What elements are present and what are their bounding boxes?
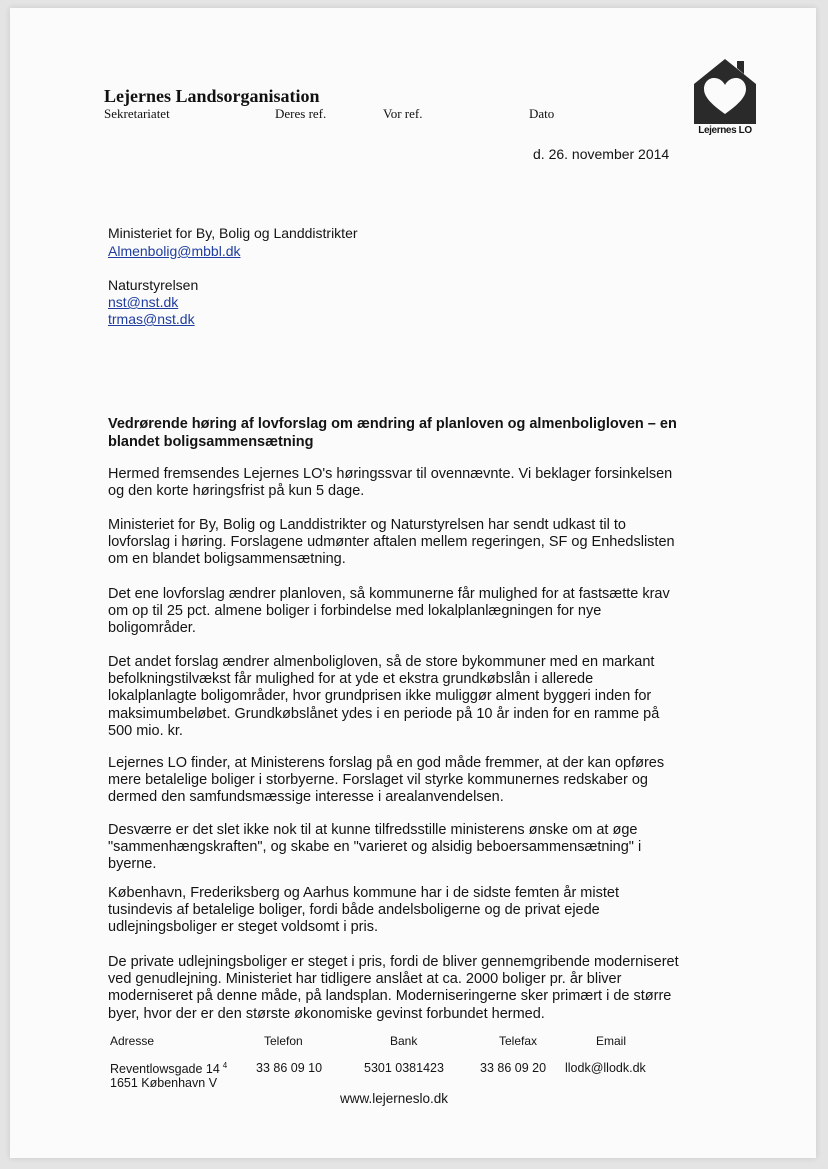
text-line: udlejningsboliger er steget voldsomt i pris. [108, 919, 378, 936]
text-line: dermed den samfundsmæssige interesse i arealanvendelsen. [108, 789, 504, 806]
footer-address-line2: 1651 København V [110, 1076, 218, 1090]
lejernes-lo-logo [692, 56, 758, 140]
paragraph-6 [108, 822, 688, 874]
vor-ref-label: Vor ref. [383, 106, 423, 121]
footer-website-link[interactable]: www.lejerneslo.dk [340, 1091, 449, 1106]
paragraph-4 [108, 654, 688, 740]
footer-bank-value: 5301 0381423 [364, 1061, 444, 1075]
address-street: Reventlowsgade 14 [110, 1062, 220, 1077]
text-line: om en blandet boligsammensætning. [108, 551, 346, 568]
letter-date: d. 26. november 2014 [533, 146, 670, 162]
text-line: byerne. [108, 856, 157, 873]
text-line: moderniseret på denne måde, på landsplan. Moderniseringerne sker primært i de større [108, 988, 672, 1005]
text-line: "sammenhængskraften", og skabe en "varieret og alsidig beboersammensætning" i [108, 839, 642, 856]
recipient-trmas-email-link[interactable]: trmas@nst.dk [108, 311, 195, 327]
org-name: Lejernes Landsorganisation [104, 86, 320, 106]
text-line: boligområder. [108, 620, 196, 637]
footer-bank-label: Bank [390, 1034, 418, 1048]
subject-line: Vedrørende høring af lovforslag om ændring af planloven og almenboligloven – en [108, 416, 677, 432]
footer-telefax-label: Telefax [499, 1034, 538, 1048]
address-superscript: 4 [222, 1061, 228, 1070]
text-line: De private udlejningsboliger er steget i pris, fordi de bliver gennemgribende moderniseret [108, 954, 679, 970]
footer-email-link[interactable]: llodk@llodk.dk [565, 1061, 646, 1075]
deres-ref-label: Deres ref. [275, 106, 327, 121]
paragraph-2 [108, 517, 688, 569]
paragraph-5 [108, 755, 688, 807]
recipient-nst-email-link[interactable]: nst@nst.dk [108, 294, 179, 310]
recipient-ministry-email-link[interactable]: Almenbolig@mbbl.dk [108, 243, 241, 259]
recipient-nst-name: Naturstyrelsen [108, 277, 199, 293]
text-line: lokalplanlagte boligområder, hvor grundprisen ikke muliggør alment byggeri inden for [108, 688, 652, 705]
text-line: Lejernes LO finder, at Ministerens forslag på en god måde fremmer, at der kan opføres [108, 755, 665, 771]
footer-email-label: Email [596, 1034, 627, 1048]
text-line: Det andet forslag ændrer almenboligloven, så de store bykommuner med en markant [108, 654, 655, 670]
recipient-ministry-name: Ministeriet for By, Bolig og Landdistrikter [108, 225, 358, 241]
footer-telefon-value: 33 86 09 10 [256, 1061, 323, 1075]
paragraph-8 [108, 954, 688, 1023]
dato-label: Dato [529, 106, 555, 121]
text-line: mere betalelige boliger i storbyerne. Forslaget vil styrke kommunernes redskaber og [108, 772, 648, 789]
text-line: 500 mio. kr. [108, 722, 183, 739]
text-line: Hermed fremsendes Lejernes LO's høringssvar til ovennævnte. Vi beklager forsinkelsen [108, 466, 673, 482]
paragraph-1 [108, 466, 688, 500]
text-line: befolkningstilvækst får mulighed for at yde et ekstra grundkøbslån i allerede [108, 671, 594, 688]
text-line: tusindevis af betalelige boliger, fordi både andelsboligerne og de privat ejede [108, 902, 600, 919]
house-heart-icon [692, 56, 758, 126]
text-line: Desværre er det slet ikke nok til at kunne tilfredsstille ministerens ønske om at øge [108, 822, 638, 838]
logo-text: Lejernes LO [698, 125, 752, 136]
footer-telefon-label: Telefon [264, 1034, 303, 1048]
text-line: Det ene lovforslag ændrer planloven, så kommunerne får mulighed for at fastsætte krav [108, 586, 670, 602]
footer-address-line1 [110, 1061, 227, 1076]
secretariat-label: Sekretariatet [104, 106, 170, 121]
text-line: Ministeriet for By, Bolig og Landdistrikter og Naturstyrelsen har sendt udkast til to [108, 517, 626, 533]
letter-subject [108, 415, 688, 451]
paragraph-3 [108, 586, 688, 638]
text-line: ved genudlejning. Ministeriet har tidligere anslået at ca. 2000 boliger pr. år bliver [108, 971, 622, 988]
subject-line: blandet boligsammensætning [108, 434, 314, 450]
text-line: maksimumbeløbet. Grundkøbslånet ydes i en periode på 10 år inden for en ramme på [108, 705, 660, 722]
text-line: lovforslag i høring. Forslagene udmønter aftalen mellem regeringen, SF og Enhedslisten [108, 534, 675, 551]
footer-telefax-value: 33 86 09 20 [480, 1061, 547, 1075]
footer-adresse-label: Adresse [110, 1034, 155, 1048]
paragraph-7 [108, 885, 688, 937]
text-line: byer, hvor der er den største økonomiske gevinst forbundet hermed. [108, 1005, 545, 1022]
text-line: København, Frederiksberg og Aarhus kommune har i de sidste femten år mistet [108, 885, 619, 901]
text-line: om op til 25 pct. almene boliger i forbindelse med lokalplanlægningen for nye [108, 603, 602, 620]
text-line: og den korte høringsfrist på kun 5 dage. [108, 483, 365, 500]
